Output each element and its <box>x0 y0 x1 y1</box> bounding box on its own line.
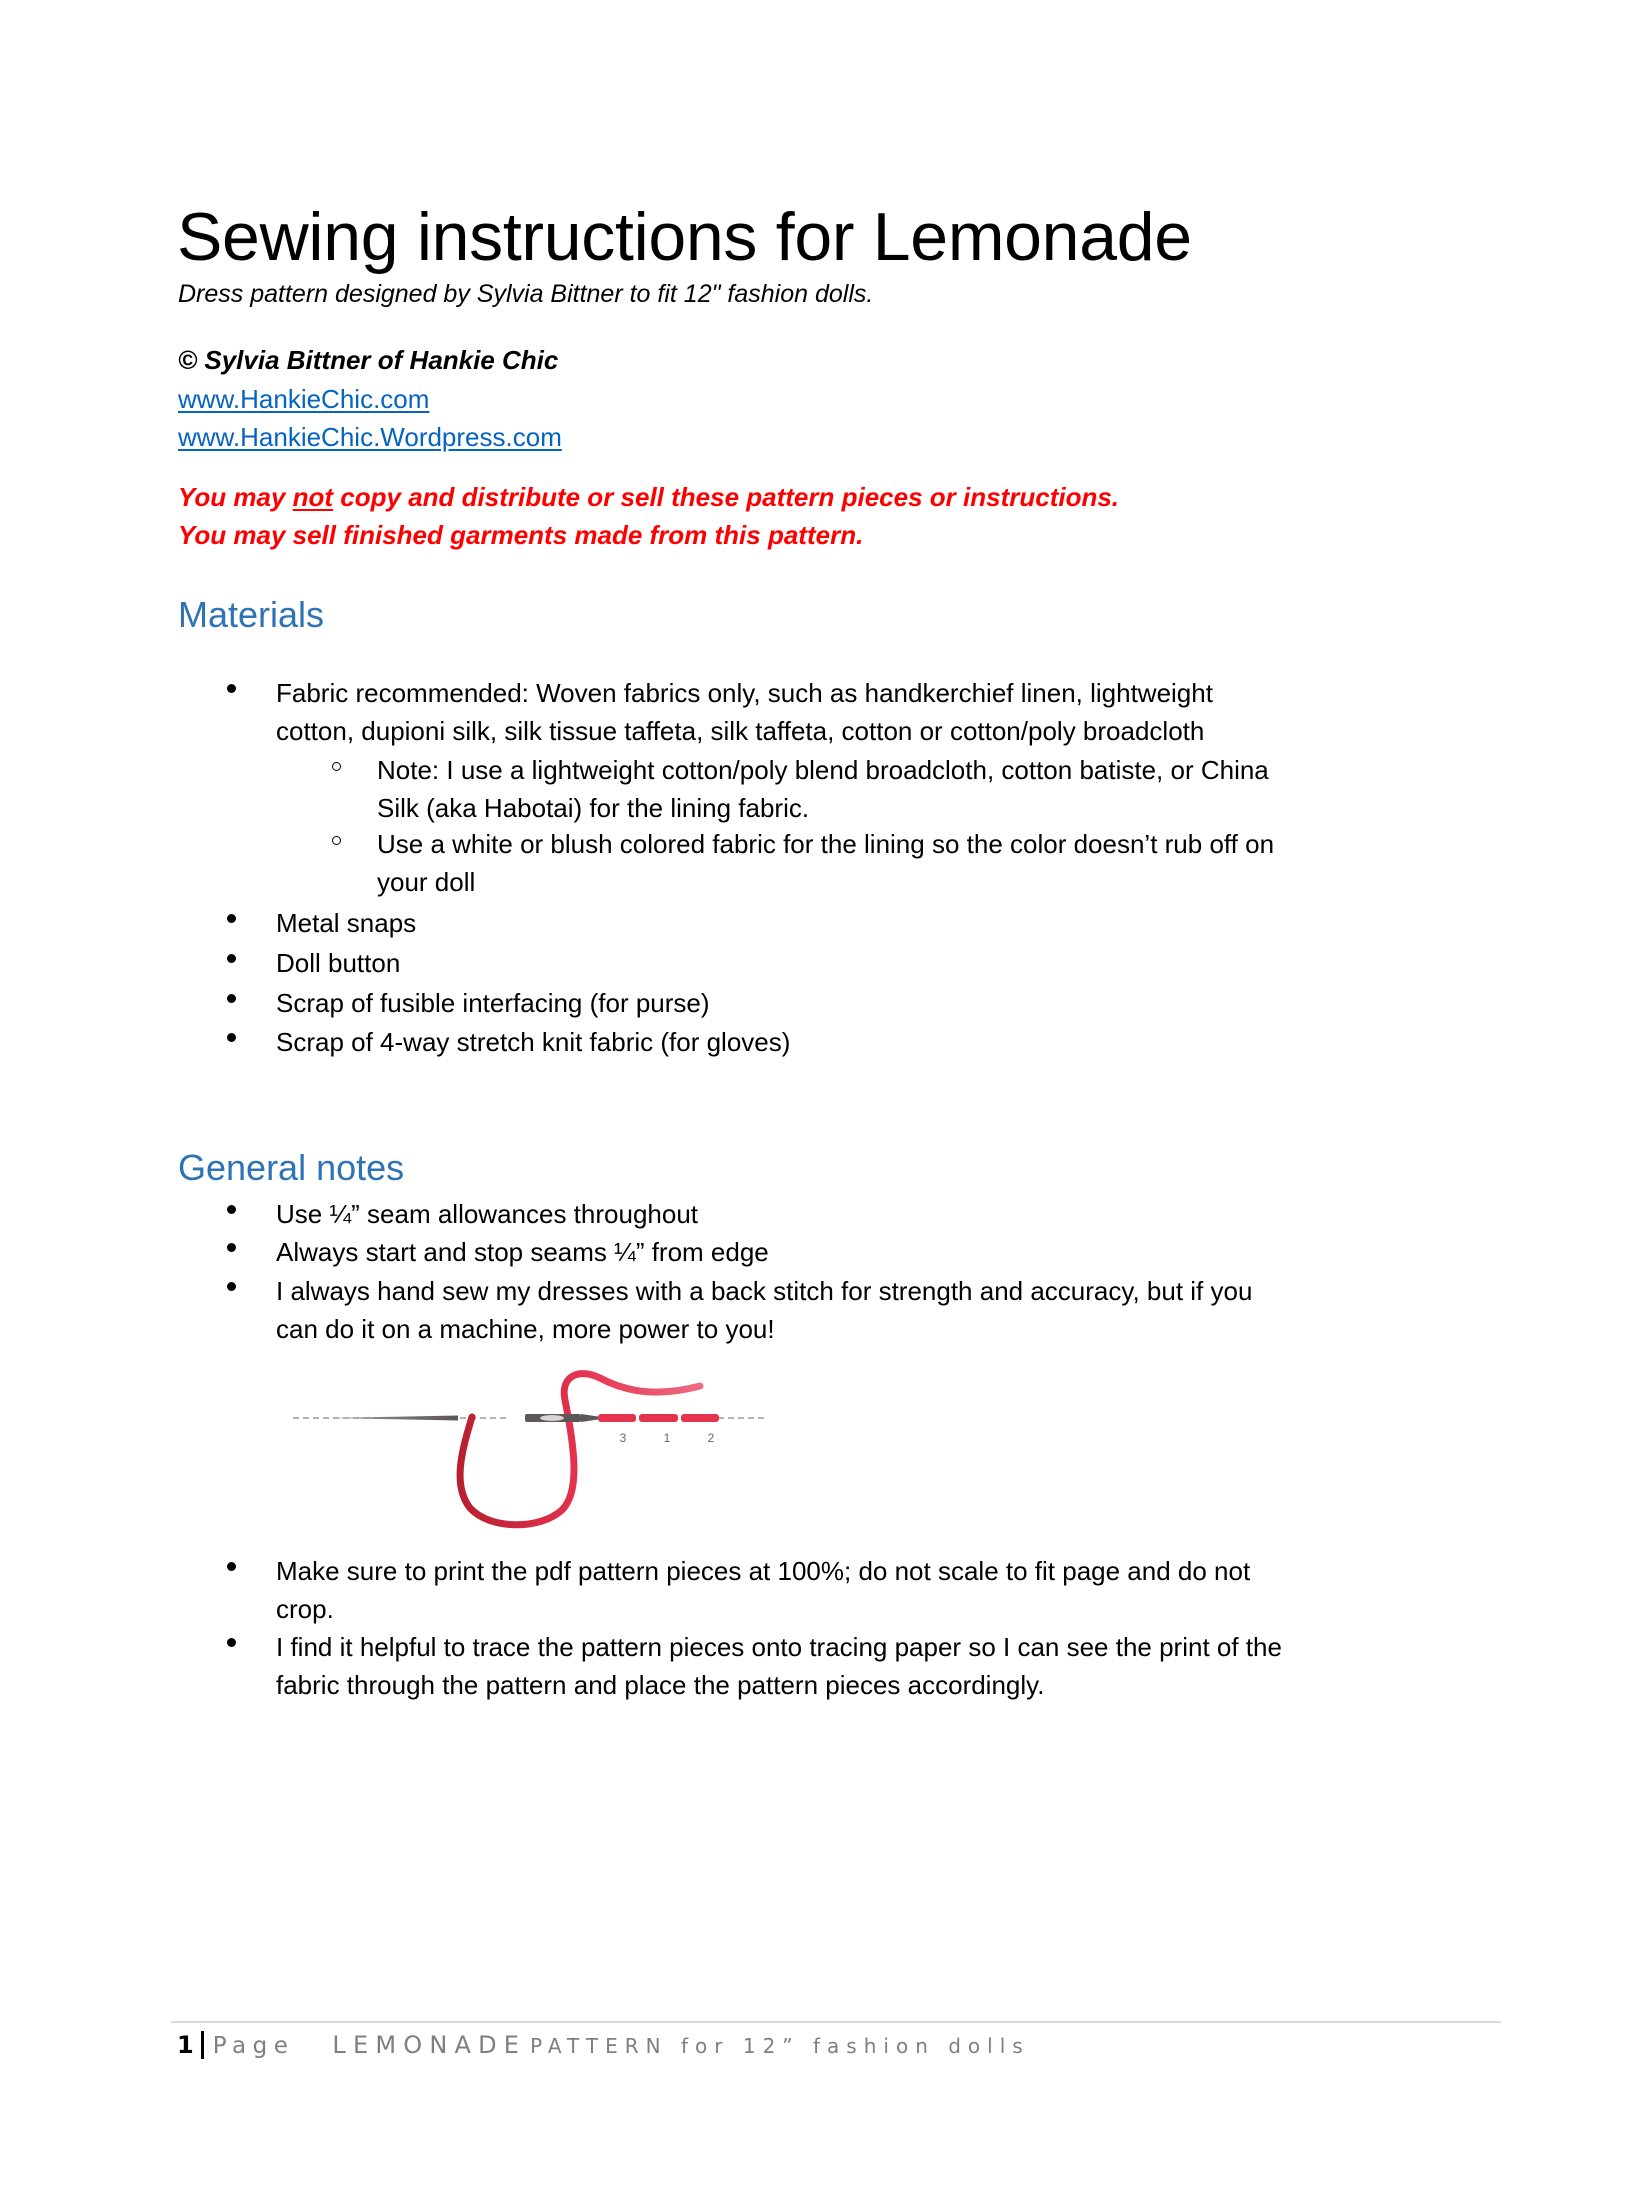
warning-line-2: You may sell finished garments made from this pattern. <box>178 520 864 550</box>
warning-text: You may <box>178 482 293 512</box>
warning-line-1 <box>178 484 1119 510</box>
list-item-text: Doll button <box>276 948 401 978</box>
list-item-text: Scrap of fusible interfacing (for purse) <box>276 988 710 1018</box>
stitches <box>598 1414 719 1422</box>
bullet-icon <box>227 1638 236 1647</box>
sub-list-item-text: Note: I use a lightweight cotton/poly blend broadcloth, cotton batiste, or China <box>377 755 1269 785</box>
page-footer <box>177 2031 1030 2059</box>
list-item-text: Make sure to print the pdf pattern pieces at 100%; do not scale to fit page and do not <box>276 1556 1251 1586</box>
link-hankiechic-wordpress[interactable]: www.HankieChic.Wordpress.com <box>178 422 562 452</box>
list-item-text: fabric through the pattern and place the pattern pieces accordingly. <box>276 1670 1045 1700</box>
page-subtitle: Dress pattern designed by Sylvia Bittner to fit 12" fashion dolls. <box>178 280 874 308</box>
sub-list-item-text: your doll <box>377 867 476 897</box>
circle-bullet-icon <box>332 762 341 771</box>
footer-divider <box>171 2021 1501 2023</box>
list-item-text: Fabric recommended: Woven fabrics only, such as handkerchief linen, lightweight <box>276 678 1213 708</box>
circle-bullet-icon <box>332 836 341 845</box>
list-item-text: can do it on a machine, more power to you! <box>276 1314 775 1344</box>
sub-list-item-text: Use a white or blush colored fabric for the lining so the color doesn’t rub off on <box>377 829 1275 859</box>
list-item-text: I always hand sew my dresses with a back stitch for strength and accuracy, but if you <box>276 1276 1253 1306</box>
bullet-icon <box>227 1562 236 1571</box>
section-heading-materials: Materials <box>178 594 325 635</box>
bullet-icon <box>227 1282 236 1291</box>
list-item-text: Scrap of 4-way stretch knit fabric (for gloves) <box>276 1027 791 1057</box>
bullet-icon <box>227 1033 236 1042</box>
bullet-icon <box>227 994 236 1003</box>
stitch-label: 1 <box>663 1431 671 1445</box>
list-item-text: Use ¼” seam allowances throughout <box>276 1199 699 1229</box>
page-label: Page <box>212 2033 295 2059</box>
list-item-text: crop. <box>276 1594 334 1624</box>
copyright-notice: © Sylvia Bittner of Hankie Chic <box>178 345 559 375</box>
needle-tip-icon <box>330 1416 458 1421</box>
bullet-icon <box>227 1243 236 1252</box>
list-item-text: I find it helpful to trace the pattern pieces onto tracing paper so I can see the print of the <box>276 1632 1282 1662</box>
bullet-icon <box>227 684 236 693</box>
sub-list-item-text: Silk (aka Habotai) for the lining fabric. <box>377 793 810 823</box>
stitch-label: 3 <box>619 1431 627 1445</box>
warning-emphasis: not <box>292 482 334 512</box>
warning-text: copy and distribute or sell these pattern pieces or instructions. <box>333 482 1120 512</box>
page-title: Sewing instructions for Lemonade <box>177 199 1192 275</box>
bullet-icon <box>227 1205 236 1214</box>
list-item-text: Metal snaps <box>276 908 417 938</box>
page-number: 1 <box>177 2031 194 2059</box>
link-hankiechic[interactable]: www.HankieChic.com <box>178 384 430 414</box>
bullet-icon <box>227 954 236 963</box>
footer-doc-name: LEMONADE <box>332 2031 527 2059</box>
footer-doc-suffix: PATTERN for 12” fashion dolls <box>530 2034 1030 2058</box>
thread-loop <box>460 1374 700 1525</box>
section-heading-general-notes: General notes <box>178 1147 405 1188</box>
bullet-icon <box>227 914 236 923</box>
needle-icon <box>525 1414 598 1422</box>
stitch-label: 2 <box>707 1431 715 1445</box>
back-stitch-diagram <box>290 1370 770 1532</box>
list-item-text: Always start and stop seams ¼” from edge <box>276 1237 769 1267</box>
footer-separator <box>201 2031 204 2059</box>
list-item-text: cotton, dupioni silk, silk tissue taffeta, silk taffeta, cotton or cotton/poly broadcloth <box>276 716 1205 746</box>
